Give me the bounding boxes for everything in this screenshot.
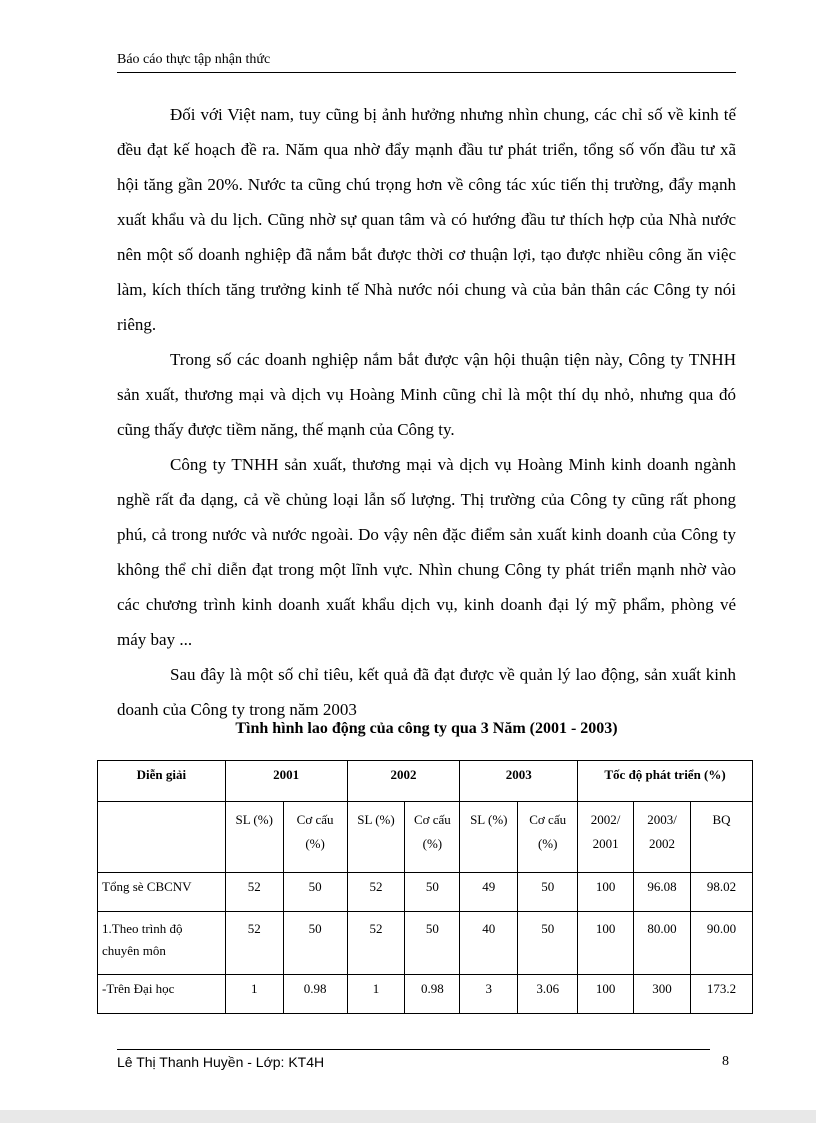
cell: 96.08 — [634, 873, 691, 912]
cell: 49 — [460, 873, 518, 912]
cell: 300 — [634, 975, 691, 1014]
cell: 80.00 — [634, 912, 691, 975]
page-number: 8 — [722, 1054, 729, 1069]
cell: 3 — [460, 975, 518, 1014]
header-description: Diễn giải — [98, 761, 226, 802]
page-bottom-band — [0, 1110, 816, 1123]
cell: 50 — [405, 912, 460, 975]
row-label: Tổng sè CBCNV — [98, 873, 226, 912]
cell: 52 — [347, 912, 405, 975]
cell: 0.98 — [283, 975, 347, 1014]
cell: 1 — [225, 975, 283, 1014]
cell: 90.00 — [691, 912, 753, 975]
subheader-sl-2002: SL (%) — [347, 802, 405, 873]
header-2001: 2001 — [225, 761, 347, 802]
footer-divider — [117, 1049, 710, 1050]
table-row — [98, 975, 753, 1014]
subheader-growth-bq: BQ — [691, 802, 753, 873]
header-growth: Tốc độ phát triển (%) — [578, 761, 753, 802]
table-row — [98, 912, 753, 975]
subheader-growth-2003-2002: 2003/ 2002 — [634, 802, 691, 873]
header-2003: 2003 — [460, 761, 578, 802]
header-2002: 2002 — [347, 761, 460, 802]
paragraph-4: Sau đây là một số chỉ tiêu, kết quả đã đạt được về quản lý lao động, sản xuất kinh doanh của Công ty trong năm 2003 — [117, 665, 736, 719]
cell: 50 — [518, 873, 578, 912]
cell: 3.06 — [518, 975, 578, 1014]
cell: 50 — [518, 912, 578, 975]
paragraph-3: Công ty TNHH sản xuất, thương mại và dịch vụ Hoàng Minh kinh doanh ngành nghề rất đa dạng, cả về chủng loại lẫn số lượng. Thị trường của Công ty cũng rất phong phú, cả trong nước và nước ngoài. Do vậy nên đặc điểm sản xuất kinh doanh của Công ty không thể chỉ diễn đạt trong một lĩnh vực. Nhìn chung Công ty phát triển mạnh nhờ vào các chương trình kinh doanh xuất khẩu dịch vụ, kinh doanh đại lý mỹ phẩm, phòng vé máy bay ... — [117, 455, 736, 649]
subheader-sl-2003: SL (%) — [460, 802, 518, 873]
subheader-growth-2002-2001: 2002/ 2001 — [578, 802, 634, 873]
cell: 40 — [460, 912, 518, 975]
cell: 52 — [225, 912, 283, 975]
cell: 173.2 — [691, 975, 753, 1014]
cell: 50 — [283, 912, 347, 975]
cell: 100 — [578, 975, 634, 1014]
cell: 1 — [347, 975, 405, 1014]
subheader-cocau-2002: Cơ cấu (%) — [405, 802, 460, 873]
cell: 98.02 — [691, 873, 753, 912]
cell: 100 — [578, 873, 634, 912]
cell: 0.98 — [405, 975, 460, 1014]
labor-table — [97, 760, 753, 1014]
cell: 100 — [578, 912, 634, 975]
subheader-empty — [98, 802, 226, 873]
table-row — [98, 873, 753, 912]
cell: 50 — [405, 873, 460, 912]
page-header: Báo cáo thực tập nhận thức — [117, 52, 271, 67]
table-subheader-row — [98, 802, 753, 873]
table-title: Tình hình lao động của công ty qua 3 Năm (2001 - 2003) — [235, 720, 618, 737]
cell: 52 — [347, 873, 405, 912]
subheader-cocau-2003: Cơ cấu (%) — [518, 802, 578, 873]
table-header-row — [98, 761, 753, 802]
body-text — [117, 97, 736, 727]
paragraph-1: Đối với Việt nam, tuy cũng bị ảnh hưởng nhưng nhìn chung, các chỉ số về kinh tế đều đạt kế hoạch đề ra. Năm qua nhờ đẩy mạnh đầu tư phát triển, tổng số vốn đầu tư xã hội tăng gần 20%. Nước ta cũng chú trọng hơn về công tác xúc tiến thị trường, đẩy mạnh xuất khẩu và du lịch. Cũng nhờ sự quan tâm và có hướng đầu tư thích hợp của Nhà nước nên một số doanh nghiệp đã nắm bắt được thời cơ thuận lợi, tạo được nhiều công ăn việc làm, kích thích tăng trưởng kinh tế Nhà nước nói chung và của bản thân các Công ty nói riêng. — [117, 105, 736, 334]
cell: 52 — [225, 873, 283, 912]
header-divider — [117, 72, 736, 73]
footer-author: Lê Thị Thanh Huyền - Lớp: KT4H — [117, 1054, 325, 1070]
row-label: 1.Theo trình độ chuyên môn — [98, 912, 226, 975]
row-label: -Trên Đại học — [98, 975, 226, 1014]
subheader-sl-2001: SL (%) — [225, 802, 283, 873]
subheader-cocau-2001: Cơ cấu (%) — [283, 802, 347, 873]
paragraph-2: Trong số các doanh nghiệp nắm bắt được vận hội thuận tiện này, Công ty TNHH sản xuất, thương mại và dịch vụ Hoàng Minh cũng chỉ là một thí dụ nhỏ, nhưng qua đó cũng thấy được tiềm năng, thế mạnh của Công ty. — [117, 350, 736, 439]
cell: 50 — [283, 873, 347, 912]
